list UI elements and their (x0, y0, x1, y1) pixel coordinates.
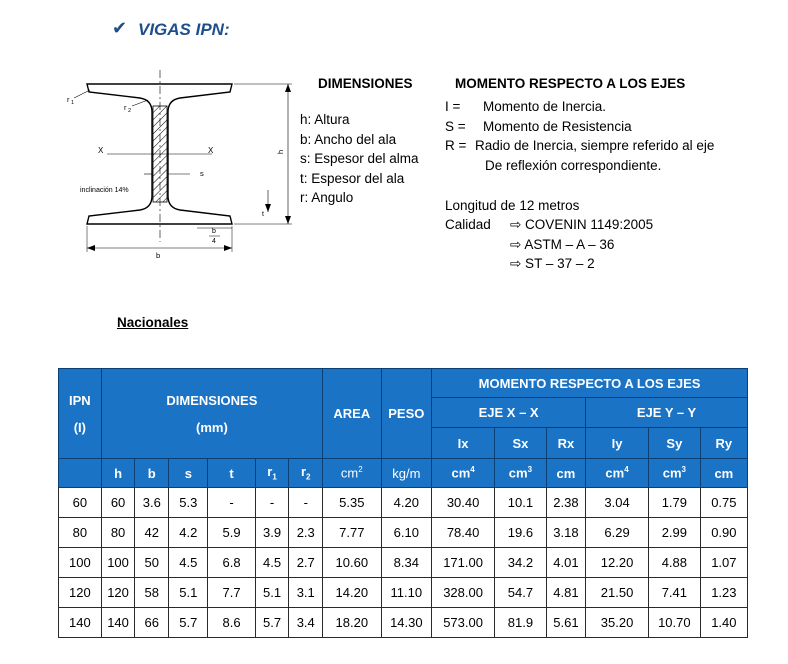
table-cell: 2.38 (546, 488, 585, 518)
table-cell: 54.7 (495, 578, 547, 608)
table-cell: 140 (101, 608, 135, 638)
dim-r1: $r_1$ (255, 459, 289, 488)
table-cell: 80 (101, 518, 135, 548)
table-cell: - (255, 488, 289, 518)
unit-area: $cm^2$ (323, 459, 381, 488)
table-row (59, 608, 748, 638)
table-row (59, 548, 748, 578)
table-cell: 5.1 (169, 578, 208, 608)
table-cell: 3.04 (586, 488, 649, 518)
nacionales-heading: Nacionales (117, 315, 189, 330)
table-cell: 3.9 (255, 518, 289, 548)
table-cell: 10.70 (649, 608, 701, 638)
col-eje-x: EJE X – X (432, 398, 586, 428)
col-eje-y: EJE Y – Y (586, 398, 748, 428)
dim-item: b: Ancho del ala (300, 131, 397, 147)
inclinacion-label: inclinación 14% (80, 187, 129, 194)
b-label: b (156, 251, 161, 260)
table-cell: 8.6 (208, 608, 255, 638)
col-ix: Ix (432, 428, 495, 459)
table-cell: 1.07 (700, 548, 747, 578)
momento-key: S = (445, 118, 466, 134)
svg-text:2: 2 (128, 108, 132, 114)
table-cell: 50 (135, 548, 169, 578)
dim-t: t (208, 459, 255, 488)
table-cell: 2.7 (289, 548, 323, 578)
table-cell: 10.1 (495, 488, 547, 518)
checkmark-icon: ✔ (112, 18, 128, 38)
momento-text: De reflexión correspondiente. (485, 157, 662, 173)
table-cell: 4.81 (546, 578, 585, 608)
col-sy: Sy (649, 428, 701, 459)
table-cell: 18.20 (323, 608, 381, 638)
unit-iy: $cm^4$ (586, 459, 649, 488)
momento-key: I = (445, 99, 461, 114)
unit-sy: $cm^3$ (649, 459, 701, 488)
ipn-table (58, 368, 748, 638)
unit-rx: cm (546, 459, 585, 488)
table-cell: 2.3 (289, 518, 323, 548)
table-cell: 171.00 (432, 548, 495, 578)
momento-text: Momento de Inercia. (483, 99, 607, 114)
table-cell: 573.00 (432, 608, 495, 638)
table-cell: 6.29 (586, 518, 649, 548)
col-momento: MOMENTO RESPECTO A LOS EJES (432, 369, 748, 398)
x-label-left: X (98, 146, 104, 155)
r1-label: r (67, 95, 70, 104)
momento-header: MOMENTO RESPECTO A LOS EJES (455, 76, 686, 91)
table-cell: 5.35 (323, 488, 381, 518)
table-cell: - (289, 488, 323, 518)
table-cell: 35.20 (586, 608, 649, 638)
table-row (59, 488, 748, 518)
longitud-text: Longitud de 12 metros (445, 198, 580, 213)
table-cell: 80 (59, 518, 102, 548)
table-cell: 4.2 (169, 518, 208, 548)
svg-text:1: 1 (71, 100, 75, 106)
dim-b: b (135, 459, 169, 488)
col-area: AREA (323, 369, 381, 459)
table-cell: 5.3 (169, 488, 208, 518)
table-cell: 4.5 (255, 548, 289, 578)
table-cell: 3.4 (289, 608, 323, 638)
table-cell: 120 (101, 578, 135, 608)
table-cell: 328.00 (432, 578, 495, 608)
units-ipn (59, 459, 102, 488)
table-cell: 7.77 (323, 518, 381, 548)
dimensiones-header: DIMENSIONES (318, 76, 413, 91)
col-iy: Iy (586, 428, 649, 459)
table-cell: 5.7 (255, 608, 289, 638)
table-cell: 66 (135, 608, 169, 638)
table-cell: 120 (59, 578, 102, 608)
s-label: s (200, 169, 204, 178)
dim-s: s (169, 459, 208, 488)
table-cell: 100 (101, 548, 135, 578)
table-cell: 21.50 (586, 578, 649, 608)
table-cell: 60 (59, 488, 102, 518)
table-cell: 4.5 (169, 548, 208, 578)
table-body (59, 488, 748, 638)
table-cell: 1.40 (700, 608, 747, 638)
table-cell: 14.20 (323, 578, 381, 608)
table-cell: 5.61 (546, 608, 585, 638)
col-ry: Ry (700, 428, 747, 459)
table-cell: 7.41 (649, 578, 701, 608)
h-label: h (276, 149, 285, 154)
table-cell: 0.75 (700, 488, 747, 518)
unit-ry: cm (700, 459, 747, 488)
table-cell: 1.79 (649, 488, 701, 518)
table-cell: 4.01 (546, 548, 585, 578)
table-cell: 140 (59, 608, 102, 638)
table-cell: 12.20 (586, 548, 649, 578)
table-cell: 0.90 (700, 518, 747, 548)
table-row (59, 518, 748, 548)
unit-sx: $cm^3$ (495, 459, 547, 488)
col-ipn: IPN (I) (59, 369, 102, 459)
col-sx: Sx (495, 428, 547, 459)
table-cell: 10.60 (323, 548, 381, 578)
dim-item: r: Angulo (300, 190, 354, 205)
calidad-item: ⇨ ASTM – A – 36 (510, 236, 615, 252)
t-label: t (262, 211, 264, 218)
calidad-item: ⇨ COVENIN 1149:2005 (510, 217, 654, 232)
ipn-beam-diagram (62, 62, 292, 270)
table-cell: 5.9 (208, 518, 255, 548)
momento-list (445, 97, 714, 175)
table-cell: 78.40 (432, 518, 495, 548)
col-dimensiones: DIMENSIONES (mm) (101, 369, 322, 459)
calidad-list (510, 215, 653, 274)
table-cell: 2.99 (649, 518, 701, 548)
dim-item: h: Altura (300, 112, 350, 127)
table-cell: 3.6 (135, 488, 169, 518)
table-cell: 19.6 (495, 518, 547, 548)
table-cell: 42 (135, 518, 169, 548)
momento-text: Momento de Resistencia (483, 118, 632, 134)
table-cell: 5.7 (169, 608, 208, 638)
momento-text: Radio de Inercia, siempre referido al eje (475, 138, 715, 153)
dim-h: h (101, 459, 135, 488)
table-cell: 4.88 (649, 548, 701, 578)
r2-label: r (124, 103, 127, 112)
svg-text:4: 4 (212, 238, 216, 245)
table-cell: 8.34 (381, 548, 432, 578)
dim-r2: $r_2$ (289, 459, 323, 488)
table-cell: 3.1 (289, 578, 323, 608)
table-row (59, 578, 748, 608)
table-cell: 34.2 (495, 548, 547, 578)
unit-peso: kg/m (381, 459, 432, 488)
momento-key: R = (445, 138, 467, 153)
table-cell: 11.10 (381, 578, 432, 608)
svg-text:b: b (212, 228, 216, 235)
calidad-item: ⇨ ST – 37 – 2 (510, 256, 595, 271)
table-cell: 14.30 (381, 608, 432, 638)
table-cell: - (208, 488, 255, 518)
table-cell: 4.20 (381, 488, 432, 518)
unit-ix: $cm^4$ (432, 459, 495, 488)
table-cell: 58 (135, 578, 169, 608)
table-cell: 6.8 (208, 548, 255, 578)
x-label-right: X (208, 146, 214, 155)
table-cell: 7.7 (208, 578, 255, 608)
col-rx: Rx (546, 428, 585, 459)
table-cell: 6.10 (381, 518, 432, 548)
table-cell: 60 (101, 488, 135, 518)
dim-item: t: Espesor del ala (300, 170, 405, 186)
calidad-label: Calidad (445, 217, 491, 232)
table-cell: 1.23 (700, 578, 747, 608)
col-peso: PESO (381, 369, 432, 459)
table-cell: 81.9 (495, 608, 547, 638)
table-cell: 30.40 (432, 488, 495, 518)
dimensiones-list (300, 110, 419, 208)
table-cell: 5.1 (255, 578, 289, 608)
page-title: VIGAS IPN: (138, 20, 230, 39)
table-cell: 100 (59, 548, 102, 578)
dim-item: s: Espesor del alma (300, 151, 419, 166)
table-cell: 3.18 (546, 518, 585, 548)
